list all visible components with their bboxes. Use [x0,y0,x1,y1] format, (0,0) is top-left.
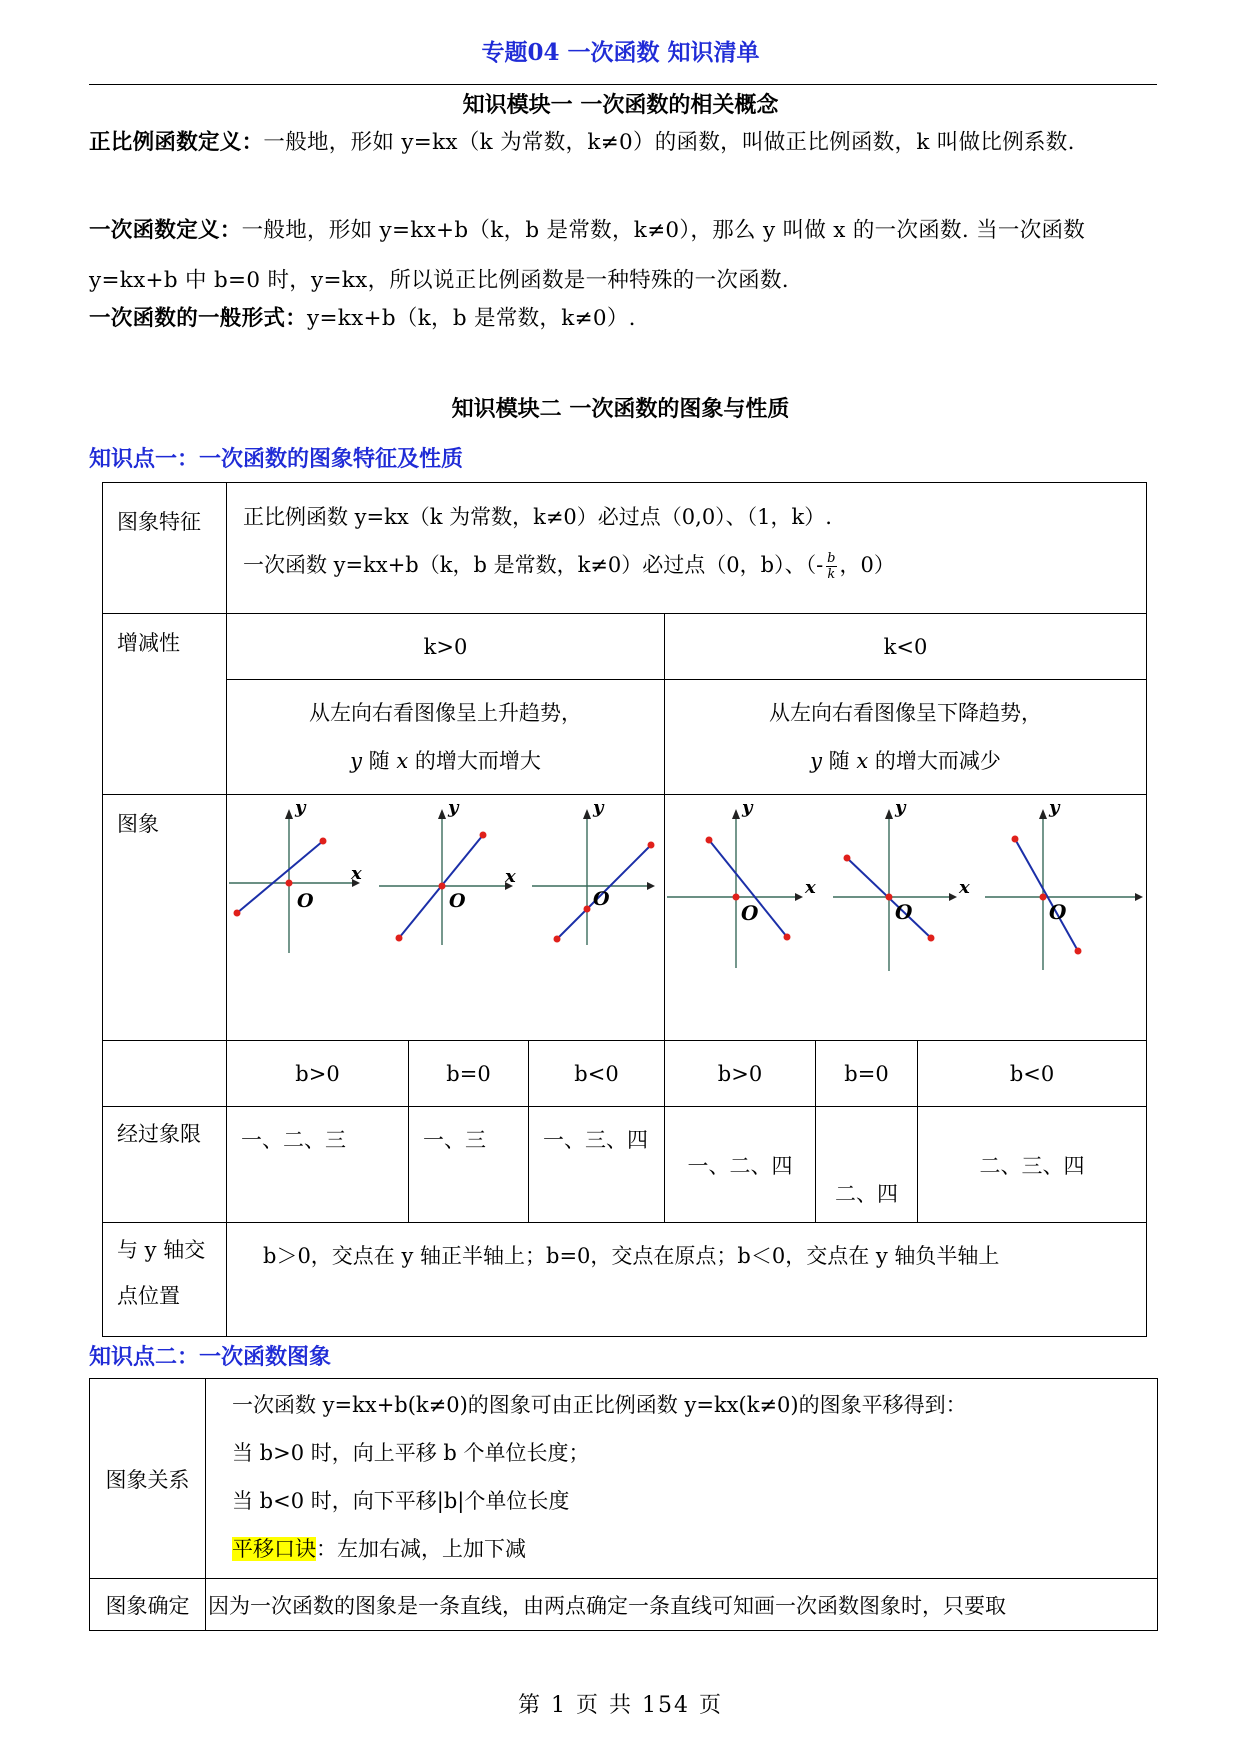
feature-cell [227,483,1147,614]
knowledge-point-1-title: 知识点一：一次函数的图象特征及性质 [89,446,464,472]
axis-y-label: y [895,797,906,818]
proportional-def-label: 正比例函数定义： [89,130,264,155]
fraction-b-over-k [826,551,836,582]
page-footer: 第 1 页 共 154 页 [518,1693,723,1718]
k-positive-desc-line2 [227,737,664,785]
b-label-2: b=0 [409,1041,529,1107]
document-header-title: 专题04 一次函数 知识清单 [481,39,760,66]
mnemonic-highlight: 平移口诀 [232,1537,316,1561]
k-negative-header: k<0 [665,614,1147,680]
general-form-label: 一次函数的一般形式： [89,306,308,331]
graph-relation-table [89,1378,1158,1631]
axis-x-label: x [805,877,816,898]
linear-def-label: 一次函数定义： [89,218,242,243]
row-label-intercept: 与 y 轴交点位置 [103,1223,227,1337]
feature-line-2b: ，0） [839,553,895,577]
origin-label: O [593,888,610,910]
graph-kpos-bzero [379,797,516,945]
knowledge-point-2-title: 知识点二：一次函数图象 [89,1344,332,1370]
axis-y-label: y [448,797,459,818]
graph-kneg-bpos [667,797,816,968]
proportional-def-text: 一般地，形如 y=kx（k 为常数，k≠0）的函数，叫做正比例函数，k 叫做比例系数. [263,130,1075,155]
paragraph-proportional-def [89,118,1159,168]
origin-label: O [895,900,913,924]
b-label-4: b>0 [665,1041,816,1107]
text-increase: 的增大而增大 [408,749,541,773]
graph-kpos-bneg [532,797,655,945]
k-positive-desc [227,680,665,795]
fraction-denominator: k [827,567,836,582]
axis-y-label: y [1049,797,1060,818]
determine-text: 因为一次函数的图象是一条直线，由两点确定一条直线可知画一次函数图象时，只要取 [206,1579,1158,1631]
var-y: y [810,749,822,773]
k-negative-desc-line1: 从左向右看图像呈下降趋势， [769,701,1043,725]
b-label-6: b<0 [918,1041,1147,1107]
row-label-monotonicity: 增减性 [103,614,227,795]
fraction-numerator: b [827,551,836,566]
axis-y-label: y [593,797,604,818]
axis-x-label: x [959,877,970,898]
relation-cell [206,1379,1158,1579]
text-sui: 随 [361,749,397,773]
mnemonic-text: ：左加右减，上加下减 [316,1537,526,1561]
row-label-quadrants: 经过象限 [103,1107,227,1223]
relation-line-3: 当 b<0 时，向下平移|b|个单位长度 [232,1489,570,1513]
var-x: x [856,749,869,773]
quadrant-5: 二、四 [816,1107,918,1223]
graphs-k-positive-svg [227,795,665,1039]
general-form-text: y=kx+b（k，b 是常数，k≠0）. [307,306,636,331]
text-sui: 随 [822,749,857,773]
feature-line-1: 正比例函数 y=kx（k 为常数，k≠0）必过点（0,0）、（1，k）. [243,505,832,529]
origin-label: O [449,890,466,912]
module2-title: 知识模块二 一次函数的图象与性质 [451,396,790,422]
origin-label: O [741,901,759,925]
var-y: y [350,749,362,773]
axis-x-label: x [505,866,516,887]
module1-title: 知识模块一 一次函数的相关概念 [462,92,779,118]
k-negative-desc-line2 [665,737,1146,785]
quadrant-2: 一、三 [409,1107,529,1223]
k-positive-desc-line1: 从左向右看图像呈上升趋势， [309,701,582,725]
axis-y-label: y [742,797,753,818]
row-label-determine: 图象确定 [90,1579,206,1631]
graph-kneg-bneg [985,797,1143,970]
b-label-5: b=0 [816,1041,918,1107]
row-label-graph: 图象 [103,795,227,1041]
quadrant-4: 一、二、四 [665,1107,816,1223]
linear-def-text: 一般地，形如 y=kx+b（k，b 是常数，k≠0），那么 y 叫做 x 的一次函数. 当一次函数 y=kx+b 中 b=0 时，y=kx，所以说正比例函数是一种特殊的一次函数. [89,218,1086,293]
b-label-3: b<0 [529,1041,665,1107]
graphs-k-positive [227,795,665,1041]
paragraph-general-form [89,294,1159,344]
header-rule [89,84,1157,85]
row-label-relation: 图象关系 [90,1379,206,1579]
relation-line-4 [232,1525,1131,1573]
intercept-text: b＞0，交点在 y 轴正半轴上；b=0，交点在原点；b＜0，交点在 y 轴负半轴上 [227,1223,1147,1337]
axis-x-label: x [351,863,362,884]
graph-kpos-bpos [229,797,362,953]
relation-line-1: 一次函数 y=kx+b(k≠0)的图象可由正比例函数 y=kx(k≠0)的图象平移得到： [232,1393,967,1417]
k-negative-desc [665,680,1147,795]
relation-line-2: 当 b>0 时，向上平移 b 个单位长度； [232,1441,590,1465]
feature-line-2 [243,541,1130,589]
graph-kneg-bzero [833,797,970,971]
row-label-b-empty [103,1041,227,1107]
graphs-k-negative-svg [665,795,1145,1039]
row-label-feature: 图象特征 [103,483,227,614]
var-x: x [396,749,409,773]
origin-label: O [297,890,314,912]
feature-line-2a: 一次函数 y=kx+b（k，b 是常数，k≠0）必过点（0，b）、（- [243,553,824,577]
properties-table [102,482,1147,1337]
origin-label: O [1049,900,1067,924]
axis-y-label: y [295,797,306,818]
quadrant-6: 二、三、四 [918,1107,1147,1223]
paragraph-linear-def [89,206,1159,306]
b-label-1: b>0 [227,1041,409,1107]
quadrant-1: 一、二、三 [227,1107,409,1223]
graphs-k-negative [665,795,1147,1041]
k-positive-header: k>0 [227,614,665,680]
quadrant-3: 一、三、四 [529,1107,665,1223]
text-decrease: 的增大而减少 [868,749,1001,773]
